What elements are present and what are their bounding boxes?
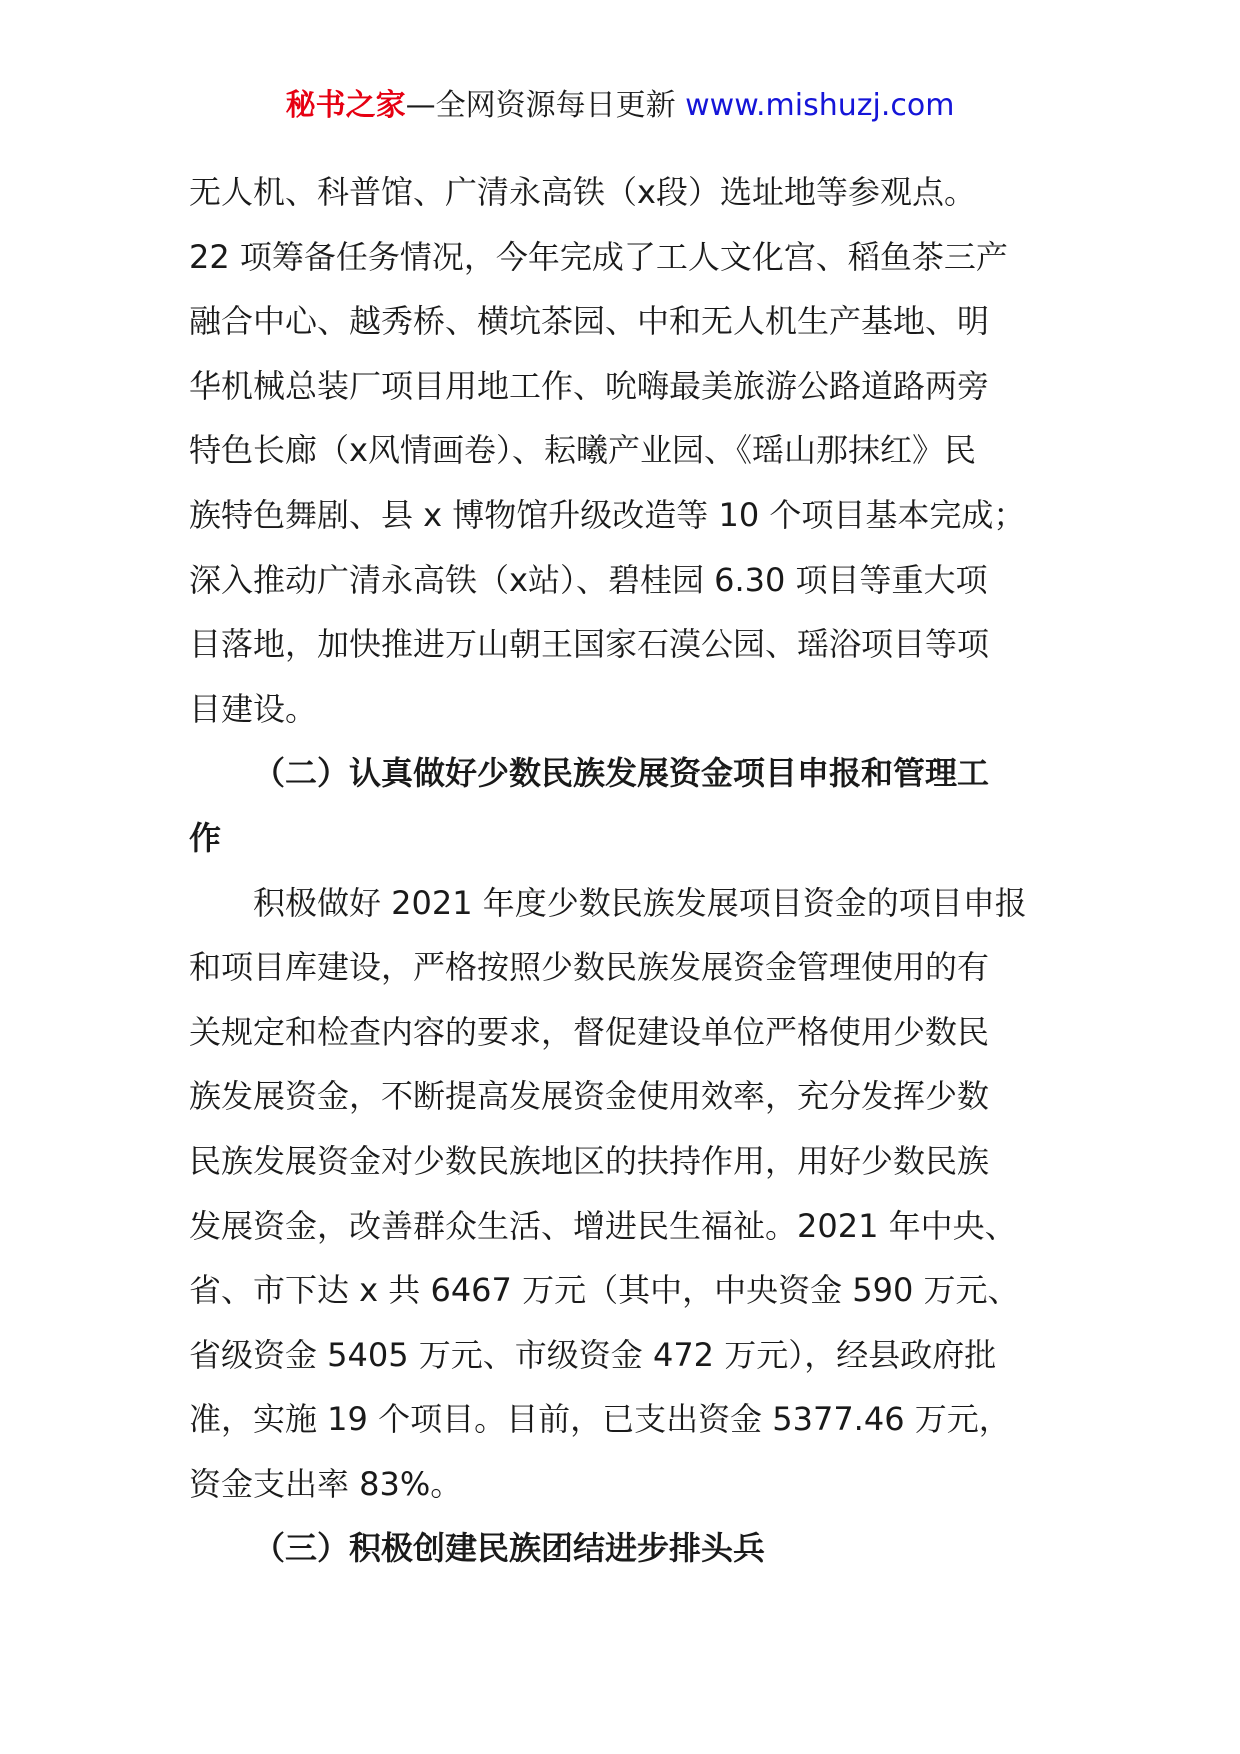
- section-heading-line: （二）认真做好少数民族发展资金项目申报和管理工: [253, 754, 990, 793]
- paragraph-line: 省、市下达 x 共 6467 万元（其中，中央资金 590 万元、: [189, 1271, 1020, 1310]
- paragraph-line: 族发展资金，不断提高发展资金使用效率，充分发挥少数: [189, 1077, 990, 1116]
- paragraph-line: 积极做好 2021 年度少数民族发展项目资金的项目申报: [253, 883, 1027, 922]
- site-url-link[interactable]: www.mishuzj.com: [685, 88, 955, 123]
- paragraph-line: 省级资金 5405 万元、市级资金 472 万元），经县政府批: [189, 1335, 997, 1374]
- section-heading-line: （三）积极创建民族团结进步排头兵: [253, 1529, 766, 1568]
- section-heading-line: 作: [189, 818, 222, 857]
- paragraph-line: 和项目库建设，严格按照少数民族发展资金管理使用的有: [189, 948, 990, 987]
- paragraph-line: 目建设。: [189, 689, 318, 728]
- paragraph-line: 族特色舞剧、县 x 博物馆升级改造等 10 个项目基本完成；: [189, 495, 1026, 534]
- paragraph-line: 22 项筹备任务情况，今年完成了工人文化宫、稻鱼茶三产: [189, 237, 1008, 276]
- paragraph-line: 发展资金，改善群众生活、增进民生福祉。2021 年中央、: [189, 1206, 1017, 1245]
- paragraph-line: 华机械总装厂项目用地工作、吮嗨最美旅游公路道路两旁: [189, 366, 990, 405]
- paragraph-line: 资金支出率 83%。: [189, 1464, 463, 1503]
- paragraph-line: 深入推动广清永高铁（x站）、碧桂园 6.30 项目等重大项: [189, 560, 988, 599]
- paragraph-line: 民族发展资金对少数民族地区的扶持作用，用好少数民族: [189, 1141, 990, 1180]
- header-tagline: —全网资源每日更新: [405, 88, 686, 123]
- brand-name: 秘书之家: [285, 88, 406, 123]
- paragraph-line: 无人机、科普馆、广清永高铁（x段）选址地等参观点。: [189, 173, 976, 211]
- paragraph-line: 融合中心、越秀桥、横坑茶园、中和无人机生产基地、明: [189, 302, 990, 341]
- paragraph-line: 目落地，加快推进万山朝王国家石漠公园、瑶浴项目等项: [189, 625, 990, 664]
- document-body: [189, 160, 1069, 1581]
- paragraph-line: 关规定和检查内容的要求，督促建设单位严格使用少数民: [189, 1012, 990, 1051]
- paragraph-line: 准，实施 19 个项目。目前，已支出资金 5377.46 万元，: [189, 1400, 1011, 1439]
- paragraph-line: 特色长廊（x风情画卷）、耘曦产业园、《瑶山那抹红》民: [189, 431, 976, 470]
- site-header: [0, 86, 1240, 126]
